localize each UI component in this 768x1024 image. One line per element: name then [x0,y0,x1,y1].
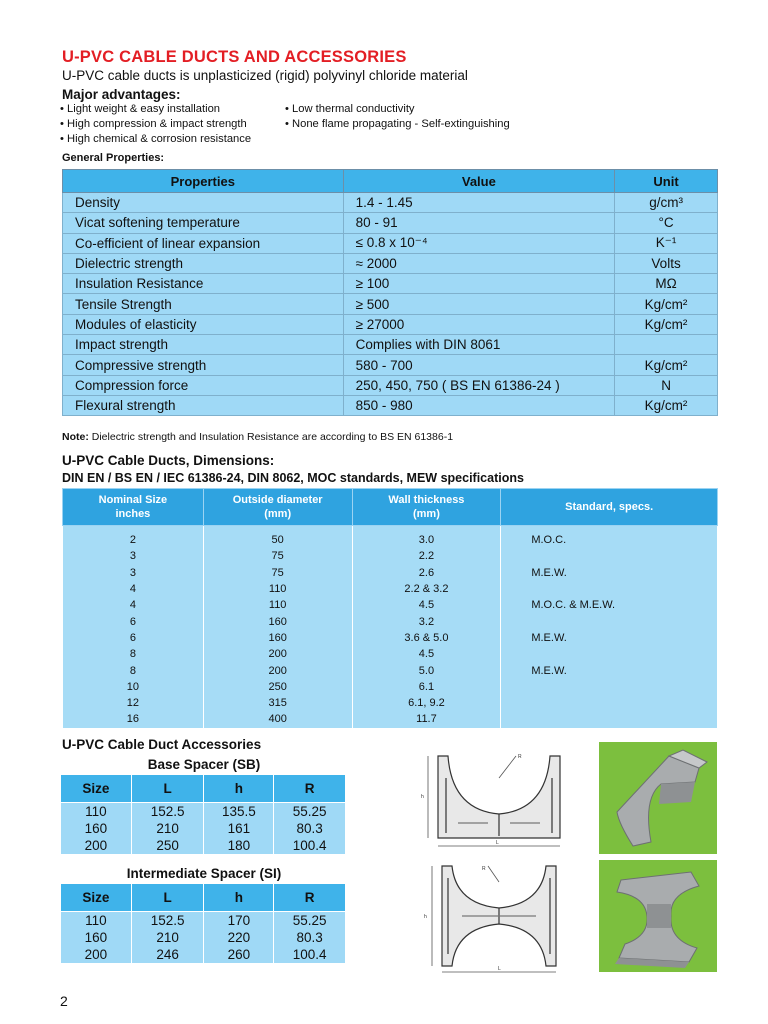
property-value: ≤ 0.8 x 10⁻⁴ [343,233,615,253]
outside-diameter: 75 [203,548,352,564]
table-row [61,946,346,963]
outside-diameter: 110 [203,597,352,613]
column-header: Properties [63,170,344,193]
property-value: 250, 450, 750 ( BS EN 61386-24 ) [343,375,615,395]
property-property: Modules of elasticity [63,314,344,334]
standard-spec: M.O.C. & M.E.W. [501,597,718,613]
table-row [63,711,718,727]
property-row [63,193,718,213]
property-property: Insulation Resistance [63,274,344,294]
advantages-list-left [60,102,251,147]
size-cell: 200 [61,946,132,963]
nominal-size: 8 [63,646,204,662]
page-number: 2 [60,993,68,1009]
r-cell: 80.3 [274,820,346,837]
dimension-label-l: L [496,840,499,846]
column-header: Size [61,884,132,912]
standard-spec [501,548,718,564]
standard-spec [501,711,718,727]
outside-diameter: 160 [203,630,352,646]
size-cell: 110 [61,803,132,821]
property-value: ≈ 2000 [343,253,615,273]
table-row [63,597,718,613]
wall-thickness: 5.0 [352,662,501,678]
wall-thickness: 6.1 [352,679,501,695]
nominal-size: 6 [63,630,204,646]
property-value: ≥ 27000 [343,314,615,334]
nominal-size: 3 [63,548,204,564]
property-unit: Kg/cm² [615,355,718,375]
l-cell: 246 [131,946,204,963]
property-value: 80 - 91 [343,213,615,233]
l-cell: 210 [131,929,204,946]
h-cell: 135.5 [204,803,274,821]
property-unit: Volts [615,253,718,273]
property-unit: Kg/cm² [615,294,718,314]
table-row [63,646,718,662]
dimensions-heading: U-PVC Cable Ducts, Dimensions: [62,453,275,468]
property-row [63,233,718,253]
property-unit: Kg/cm² [615,314,718,334]
outside-diameter: 400 [203,711,352,727]
base-spacer-table [60,774,346,854]
size-cell: 160 [61,929,132,946]
intermediate-spacer-title: Intermediate Spacer (SI) [126,866,282,881]
property-unit: MΩ [615,274,718,294]
h-cell: 220 [204,929,274,946]
standard-spec [501,695,718,711]
property-property: Compression force [63,375,344,395]
table-row [63,662,718,678]
wall-thickness: 11.7 [352,711,501,727]
property-value: ≥ 500 [343,294,615,314]
property-property: Co-efficient of linear expansion [63,233,344,253]
advantages-list-right [285,102,510,132]
base-spacer-photo [599,742,717,854]
size-cell: 160 [61,820,132,837]
dimension-label-h: h [421,794,424,800]
nominal-size: 3 [63,565,204,581]
outside-diameter: 160 [203,613,352,629]
note-label: Note: [62,431,89,443]
outside-diameter: 200 [203,662,352,678]
outside-diameter: 250 [203,679,352,695]
column-header: Size [61,775,132,803]
table-row [63,581,718,597]
standard-spec [501,613,718,629]
table-row [63,613,718,629]
table-row [61,912,346,930]
property-unit: N [615,375,718,395]
outside-diameter: 110 [203,581,352,597]
nominal-size: 2 [63,526,204,549]
property-row [63,335,718,355]
column-header: Wall thickness (mm) [352,489,501,526]
property-unit: K⁻¹ [615,233,718,253]
wall-thickness: 2.2 [352,548,501,564]
table-row [63,630,718,646]
dimension-label-h: h [424,914,427,920]
property-row [63,253,718,273]
size-cell: 200 [61,837,132,854]
advantage-item: • None flame propagating - Self-extinguishing [285,117,510,132]
advantage-item: • Low thermal conductivity [285,102,510,117]
column-header: L [131,775,204,803]
table-row [61,837,346,854]
outside-diameter: 315 [203,695,352,711]
wall-thickness: 2.6 [352,565,501,581]
column-header: R [274,775,346,803]
outside-diameter: 75 [203,565,352,581]
outside-diameter: 200 [203,646,352,662]
property-value: ≥ 100 [343,274,615,294]
property-property: Density [63,193,344,213]
properties-note [62,431,453,443]
r-cell: 55.25 [274,803,346,821]
column-header: Unit [615,170,718,193]
dimensions-table [62,488,718,728]
nominal-size: 12 [63,695,204,711]
standard-spec [501,646,718,662]
table-row [63,695,718,711]
property-row [63,314,718,334]
wall-thickness: 3.0 [352,526,501,549]
nominal-size: 6 [63,613,204,629]
base-spacer-drawing [418,738,570,850]
property-unit [615,335,718,355]
l-cell: 152.5 [131,803,204,821]
standard-spec: M.E.W. [501,662,718,678]
wall-thickness: 2.2 & 3.2 [352,581,501,597]
advantage-item: • Light weight & easy installation [60,102,251,117]
wall-thickness: 4.5 [352,646,501,662]
intermediate-spacer-table [60,883,346,963]
h-cell: 161 [204,820,274,837]
general-properties-table [62,169,718,416]
nominal-size: 8 [63,662,204,678]
property-row [63,213,718,233]
property-property: Dielectric strength [63,253,344,273]
nominal-size: 4 [63,581,204,597]
property-property: Flexural strength [63,395,344,415]
standard-spec: M.O.C. [501,526,718,549]
property-unit: Kg/cm² [615,395,718,415]
property-value: Complies with DIN 8061 [343,335,615,355]
r-cell: 55.25 [274,912,346,930]
general-properties-heading: General Properties: [62,152,165,164]
h-cell: 170 [204,912,274,930]
column-header: Standard, specs. [501,489,718,526]
table-row [63,526,718,549]
r-cell: 80.3 [274,929,346,946]
nominal-size: 4 [63,597,204,613]
l-cell: 152.5 [131,912,204,930]
wall-thickness: 4.5 [352,597,501,613]
column-header: R [274,884,346,912]
property-property: Impact strength [63,335,344,355]
property-unit: g/cm³ [615,193,718,213]
h-cell: 260 [204,946,274,963]
table-row [63,679,718,695]
wall-thickness: 3.6 & 5.0 [352,630,501,646]
property-row [63,375,718,395]
table-row [61,803,346,821]
size-cell: 110 [61,912,132,930]
l-cell: 250 [131,837,204,854]
table-row [63,565,718,581]
column-header: Nominal Size inches [63,489,204,526]
property-unit: °C [615,213,718,233]
page-title: U-PVC CABLE DUCTS AND ACCESSORIES [62,48,407,66]
property-value: 850 - 980 [343,395,615,415]
base-spacer-title: Base Spacer (SB) [147,757,261,772]
dimension-label-r: R [482,866,486,872]
accessories-heading: U-PVC Cable Duct Accessories [62,737,262,752]
dimension-label-l: L [498,966,501,972]
table-row [61,929,346,946]
r-cell: 100.4 [274,946,346,963]
l-cell: 210 [131,820,204,837]
property-property: Vicat softening temperature [63,213,344,233]
table-row [63,548,718,564]
wall-thickness: 6.1, 9.2 [352,695,501,711]
column-header: h [204,775,274,803]
nominal-size: 10 [63,679,204,695]
column-header: h [204,884,274,912]
advantage-item: • High compression & impact strength [60,117,251,132]
property-row [63,395,718,415]
r-cell: 100.4 [274,837,346,854]
property-value: 580 - 700 [343,355,615,375]
property-property: Tensile Strength [63,294,344,314]
advantage-item: • High chemical & corrosion resistance [60,132,251,147]
standard-spec: M.E.W. [501,565,718,581]
standard-spec [501,581,718,597]
column-header: Value [343,170,615,193]
standard-spec: M.E.W. [501,630,718,646]
table-row [61,820,346,837]
property-row [63,294,718,314]
h-cell: 180 [204,837,274,854]
property-row [63,274,718,294]
column-header: Outside diameter (mm) [203,489,352,526]
property-row [63,355,718,375]
property-property: Compressive strength [63,355,344,375]
advantages-heading: Major advantages: [62,87,181,102]
outside-diameter: 50 [203,526,352,549]
dimension-label-r: R [518,754,522,760]
nominal-size: 16 [63,711,204,727]
wall-thickness: 3.2 [352,613,501,629]
intermediate-spacer-photo [599,860,717,972]
property-value: 1.4 - 1.45 [343,193,615,213]
standard-spec [501,679,718,695]
dimensions-subheading: DIN EN / BS EN / IEC 61386-24, DIN 8062, MOC standards, MEW specifications [62,471,524,485]
column-header: L [131,884,204,912]
note-text: Dielectric strength and Insulation Resistance are according to BS EN 61386-1 [88,431,454,443]
intermediate-spacer-drawing [418,858,570,976]
page-subtitle: U-PVC cable ducts is unplasticized (rigid) polyvinyl chloride material [62,68,468,83]
